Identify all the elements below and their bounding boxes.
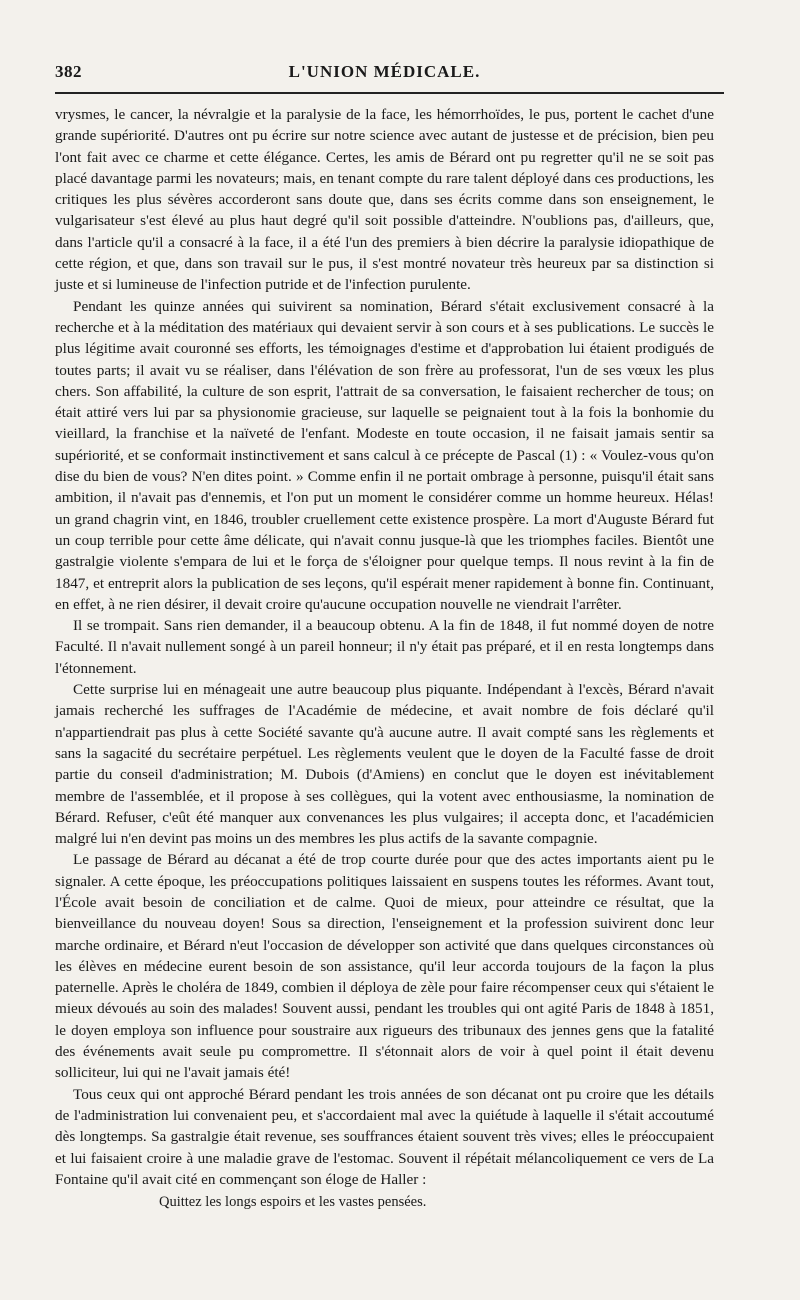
page-header xyxy=(55,60,714,90)
paragraph: Il se trompait. Sans rien demander, il a beaucoup obtenu. A la fin de 1848, il fut nommé doyen de notre Faculté. Il n'avait nullement songé à un pareil honneur; il n'y était pas préparé, et il en resta longtemps dans l'étonnement. xyxy=(55,617,714,677)
paragraph: Cette surprise lui en ménageait une autre beaucoup plus piquante. Indépendant à l'excès, Bérard n'avait jamais recherché les suffrages de l'Académie de médecine, et avait nombre de fois déclaré qu'il n'appartiendrait pas plus à cette Société savante qu'à aucune autre. Il avait compté sans les règlements et sans la sagacité du secrétaire perpétuel. Les règlements veulent que le doyen de la Faculté fasse de droit partie du conseil d'administration; M. Dubois (d'Amiens) en conclut que le doyen est inévitablement membre de l'assemblée, et il propose à ses collègues, qui la votent avec enthousiasme, la nomination de Bérard. Refuser, c'eût été manquer aux convenances les plus vulgaires; il accepta donc, et l'académicien malgré lui n'en devint pas moins un des membres les plus actifs de la savante compagnie. xyxy=(55,681,714,848)
paragraph: Tous ceux qui ont approché Bérard pendant les trois années de son décanat ont pu croire que les détails de l'administration lui convenaient peu, et s'accordaient mal avec la quiétude à laquelle il s'était accoutumé dès longtemps. Sa gastralgie était revenue, ses souffrances étaient souvent très vives; elles le préoccupaient et lui faisaient croire à une maladie grave de l'estomac. Souvent il répétait mélancoliquement ce vers de La Fontaine qu'il avait cité en commençant son éloge de Haller : xyxy=(55,1085,714,1188)
paragraph: vrysmes, le cancer, la névralgie et la paralysie de la face, les hémorrhoïdes, le pus, portent le cachet d'une grande supériorité. D'autres ont pu écrire sur notre science avec autant de justesse et de précision, bien peu l'ont fait avec ce charme et cette élégance. Certes, les amis de Bérard ont pu regretter qu'il ne se soit pas placé davantage parmi les novateurs; mais, en tenant compte du rare talent déployé dans ces productions, les critiques les plus sévères accorderont sans doute que, dans ses écrits comme dans son enseignement, le vulgarisateur s'est élevé au plus haut degré qu'il soit possible d'atteindre. N'oublions pas, d'ailleurs, que, dans l'article qu'il a consacré à la face, il a été l'un des premiers à bien décrire la paralysie idiopathique de cette région, et que, dans son travail sur le pus, il s'est montré novateur très heureux par sa distinction si juste et si lumineuse de l'infection putride et de l'infection purulente. xyxy=(55,106,714,294)
running-head: L'UNION MÉDICALE. xyxy=(288,62,481,81)
body-text xyxy=(55,104,714,1190)
paragraph: Pendant les quinze années qui suivirent sa nomination, Bérard s'était exclusivement consacré à la recherche et à la méditation des matériaux qui devaient servir à son cours et à ses publications. Le succès le plus légitime avait couronné ses efforts, les témoignages d'estime et d'approbation lui étaient prodigués de toutes parts; il avait vu se réaliser, dans l'élévation de son frère au professorat, l'un de ses vœux les plus chers. Son affabilité, la culture de son esprit, l'attrait de sa conversation, le faisaient rechercher de tous; on était attiré vers lui par sa physionomie gracieuse, sur laquelle se peignaient tout à la fois la bonhomie du vieillard, la franchise et la naïveté de l'enfant. Modeste en toute occasion, il ne faisait jamais sentir sa supériorité, et se conformait instinctivement et sans calcul à ce précepte de Pascal (1) : « Voulez-vous qu'on dise du bien de vous? N'en dites point. » Comme enfin il ne portait ombrage à personne, puisqu'il était sans ambition, il n'avait pas d'ennemis, et l'on put un moment le considérer comme un homme heureux. Hélas! un grand chagrin vint, en 1846, troubler cruellement cette existence prospère. La mort d'Auguste Bérard fut un coup terrible pour cette âme délicate, qui n'avait connu jusque-là que les triomphes faciles. Bientôt une gastralgie violente s'empara de lui et le força de s'éloigner pour quelque temps. Il nous revint à la fin de 1847, et entreprit alors la publication de ses leçons, qu'il espérait mener rapidement à bonne fin. Continuant, en effet, à ne rien désirer, il devait croire qu'aucune occupation nouvelle ne viendrait l'arrêter. xyxy=(55,297,714,613)
verse-quote: Quittez les longs espoirs et les vastes pensées. xyxy=(159,1194,427,1211)
paragraph: Le passage de Bérard au décanat a été de trop courte durée pour que des actes importants aient pu le signaler. A cette époque, les préoccupations politiques laissaient en suspens toutes les réformes. Avant tout, l'École avait besoin de conciliation et de calme. Quoi de mieux, pour atteindre ce résultat, que la bienveillance du nouveau doyen! Sous sa direction, l'enseignement et la profession suivirent donc leur marche ordinaire, et Bérard n'eut l'occasion de développer son activité que dans quelques circonstances où les élèves en médecine eurent besoin de son assistance, qu'il leur accorda toujours de la façon la plus paternelle. Après le choléra de 1849, combien il déploya de zèle pour faire récompenser ceux qui s'étaient le mieux dévoués au soin des malades! Souvent aussi, pendant les troubles qui ont agité Paris de 1848 à 1851, le doyen employa son influence pour soustraire aux rigueurs des tribunaux des jennes gens que la fatalité des événements avait seule pu compromettre. Il s'étonnait alors de voir à quel point il était devenu solliciteur, lui qui ne l'avait jamais été! xyxy=(55,851,714,1082)
header-rule xyxy=(55,92,724,94)
page-number: 382 xyxy=(55,62,82,81)
